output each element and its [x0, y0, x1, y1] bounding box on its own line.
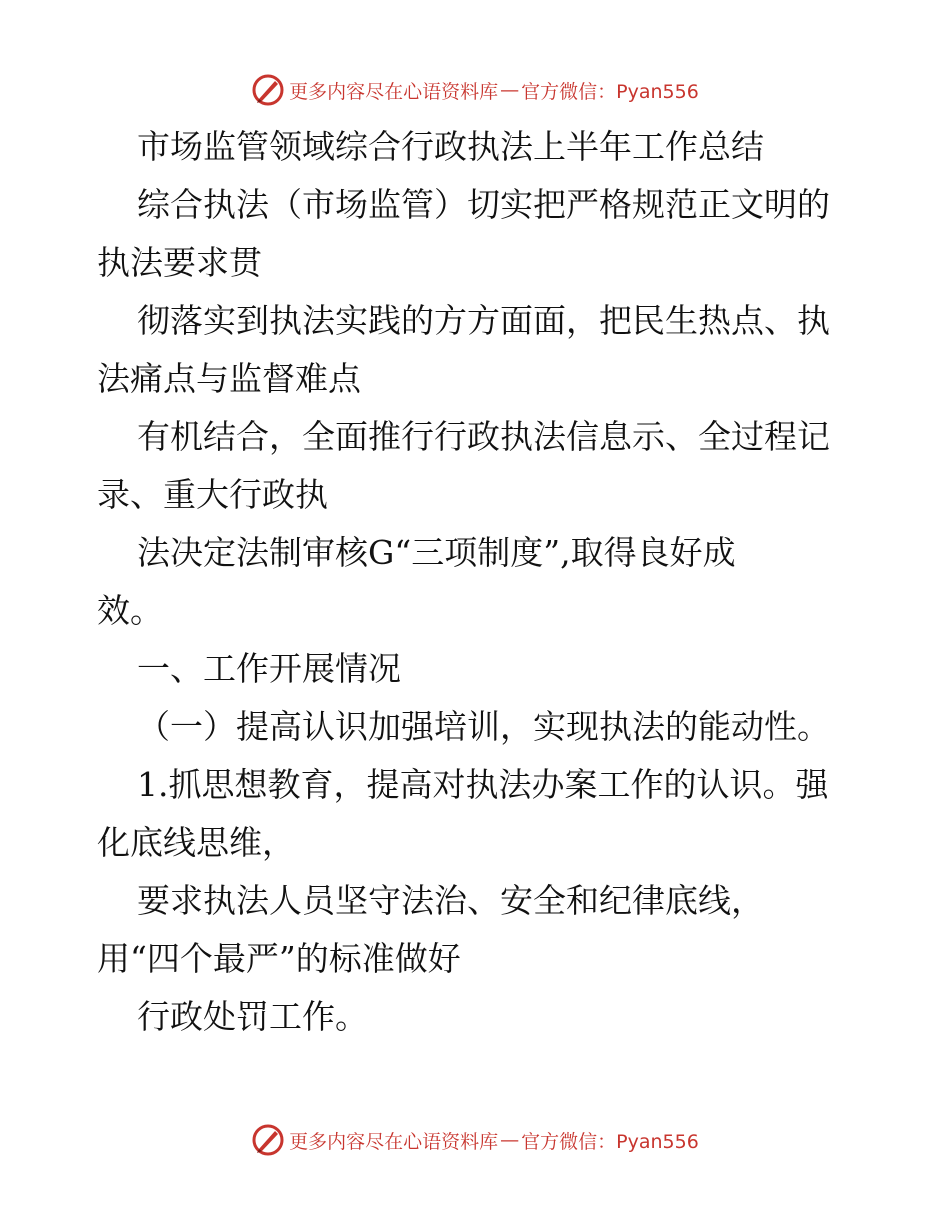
watermark-text: 更多内容尽在心语资料库	[289, 1130, 499, 1153]
paragraph-line: 录、重大行政执	[97, 475, 328, 514]
watermark-contact: 官方微信：Pyan556	[521, 1130, 699, 1153]
paragraph-line: 要求执法人员坚守法治、安全和纪律底线，	[137, 881, 764, 920]
document-body	[97, 118, 857, 1046]
watermark-dash: —	[500, 79, 520, 101]
paragraph-line: 执法要求贯	[97, 243, 262, 282]
subsection-heading: （一）提高认识加强培训，实现执法的能动性。	[137, 707, 830, 746]
paragraph-line: 行政处罚工作。	[137, 997, 368, 1036]
paragraph-line: 综合执法（市场监管）切实把严格规范正文明的	[137, 185, 830, 224]
red-quill-logo-icon	[251, 73, 285, 107]
document-title: 市场监管领域综合行政执法上半年工作总结	[137, 127, 764, 166]
paragraph-line: 化底线思维，	[97, 823, 295, 862]
paragraph-line: 用“四个最严”的标准做好	[97, 939, 461, 978]
red-quill-logo-icon	[251, 1123, 285, 1157]
paragraph-line: 法决定法制审核G“三项制度”,取得良好成	[137, 533, 736, 572]
paragraph-line: 效。	[97, 591, 163, 630]
paragraph-line: 法痛点与监督难点	[97, 359, 361, 398]
watermark-text: 更多内容尽在心语资料库	[289, 80, 499, 103]
watermark-dash: —	[500, 1129, 520, 1151]
paragraph-line: 有机结合，全面推行行政执法信息示、全过程记	[137, 417, 830, 456]
watermark-header	[0, 70, 950, 110]
section-heading: 一、工作开展情况	[137, 649, 401, 688]
paragraph-line: 1.抓思想教育，提高对执法办案工作的认识。强	[137, 765, 829, 804]
watermark-footer	[0, 1120, 950, 1160]
paragraph-line: 彻落实到执法实践的方方面面，把民生热点、执	[137, 301, 830, 340]
watermark-contact: 官方微信：Pyan556	[521, 80, 699, 103]
